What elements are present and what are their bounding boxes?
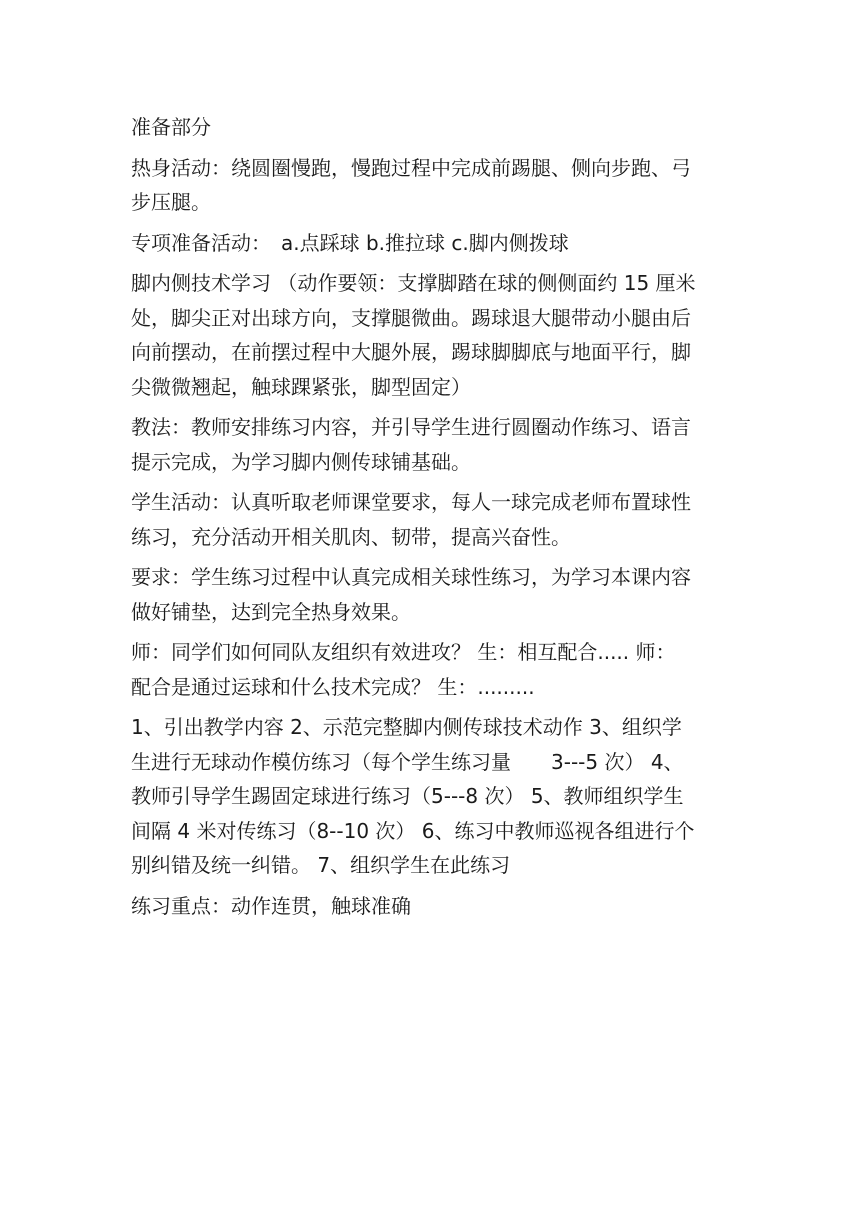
paragraph-student-activity xyxy=(131,485,731,554)
text-line: 步压腿。 xyxy=(131,190,211,214)
text-line: 做好铺垫，达到完全热身效果。 xyxy=(131,599,411,624)
text-line: 练习重点：动作连贯，触球准确 xyxy=(131,893,411,918)
text-line: 教法：教师安排练习内容，并引导学生进行圆圈动作练习、语言 xyxy=(131,415,691,439)
paragraph-technique xyxy=(131,266,731,404)
text-line: 1、引出教学内容 2、示范完整脚内侧传球技术动作 3、组织学 xyxy=(131,715,682,739)
text-line: 处，脚尖正对出球方向，支撑腿微曲。踢球退大腿带动小腿由后 xyxy=(131,305,691,330)
paragraph-dialogue xyxy=(131,635,731,704)
text-line: 别纠错及统一纠错。 7、组织学生在此练习 xyxy=(131,853,511,877)
text-line: 要求：学生练习过程中认真完成相关球性练习，为学习本课内容 xyxy=(131,565,691,589)
paragraph-requirements xyxy=(131,560,731,629)
paragraph-practice-focus xyxy=(131,889,731,924)
paragraph-special-prep xyxy=(131,226,731,261)
text-line: 配合是通过运球和什么技术完成？ 生：......... xyxy=(131,674,535,699)
document-body xyxy=(131,110,731,929)
text-line: 尖微微翘起，触球踝紧张，脚型固定） xyxy=(131,374,471,399)
text-line: 学生活动：认真听取老师课堂要求，每人一球完成老师布置球性 xyxy=(131,490,691,514)
text-line: 准备部分 xyxy=(131,115,211,139)
text-line: 热身活动：绕圆圈慢跑，慢跑过程中完成前踢腿、侧向步跑、弓 xyxy=(131,155,691,180)
text-line: 练习，充分活动开相关肌肉、韧带，提高兴奋性。 xyxy=(131,524,571,549)
text-line: 师：同学们如何同队友组织有效进攻？ 生：相互配合..... 师： xyxy=(131,640,676,664)
text-line: 专项准备活动： a.点踩球 b.推拉球 c.脚内侧拨球 xyxy=(131,230,569,255)
paragraph-teaching-method xyxy=(131,410,731,479)
text-line: 脚内侧技术学习 （动作要领：支撑脚踏在球的侧侧面约 15 厘米 xyxy=(131,271,696,295)
paragraph-warmup xyxy=(131,151,731,220)
text-line: 提示完成，为学习脚内侧传球铺基础。 xyxy=(131,449,471,474)
text-line: 间隔 4 米对传练习（8--10 次） 6、练习中教师巡视各组进行个 xyxy=(131,818,695,843)
paragraph-preparation-heading xyxy=(131,110,731,145)
paragraph-steps xyxy=(131,710,731,883)
text-line: 教师引导学生踢固定球进行练习（5---8 次） 5、教师组织学生 xyxy=(131,784,684,808)
text-line: 向前摆动，在前摆过程中大腿外展，踢球脚脚底与地面平行，脚 xyxy=(131,340,691,364)
text-line: 生进行无球动作模仿练习（每个学生练习量 3---5 次） 4、 xyxy=(131,749,684,774)
